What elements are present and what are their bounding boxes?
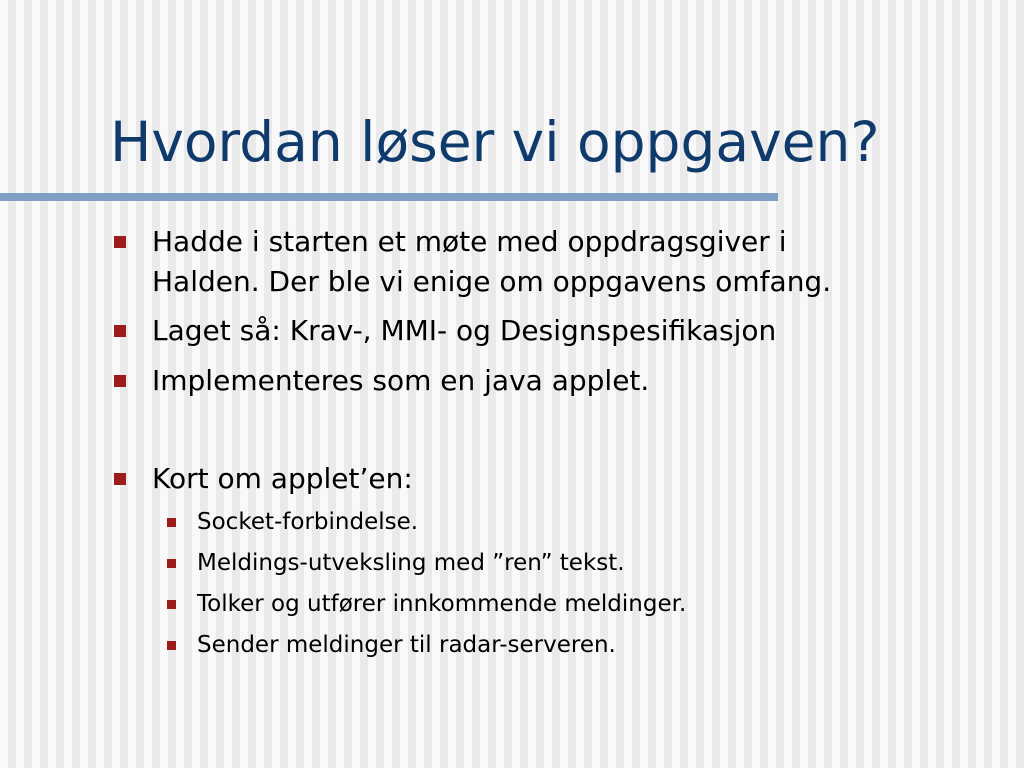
sub-bullet-square-icon	[167, 641, 176, 650]
sub-bullet-item-1: Socket-forbindelse.	[197, 509, 419, 535]
sub-bullet-item-2: Meldings-utveksling med ”ren” tekst.	[197, 550, 625, 576]
slide-title: Hvordan løser vi oppgaven?	[110, 110, 880, 174]
sub-bullet-square-icon	[167, 518, 176, 527]
sub-bullet-square-icon	[167, 600, 176, 609]
sub-bullet-item-3: Tolker og utfører innkommende meldinger.	[197, 591, 687, 617]
bullet-square-icon	[114, 473, 126, 485]
sub-bullet-item-4: Sender meldinger til radar-serveren.	[197, 632, 616, 658]
bullet-square-icon	[114, 236, 126, 248]
bullet-item-4: Kort om applet’en:	[152, 462, 413, 495]
bullet-item-2: Laget så: Krav-, MMI- og Designspesifikasjon	[152, 314, 777, 347]
bullet-item-3: Implementeres som en java applet.	[152, 364, 650, 397]
bullet-square-icon	[114, 375, 126, 387]
bullet-item-1-line-2: Halden. Der ble vi enige om oppgavens omfang.	[152, 265, 832, 298]
bullet-item-1-line-1: Hadde i starten et møte med oppdragsgiver i	[152, 225, 787, 258]
sub-bullet-square-icon	[167, 559, 176, 568]
bullet-item-1	[152, 222, 1002, 302]
bullet-square-icon	[114, 325, 126, 337]
